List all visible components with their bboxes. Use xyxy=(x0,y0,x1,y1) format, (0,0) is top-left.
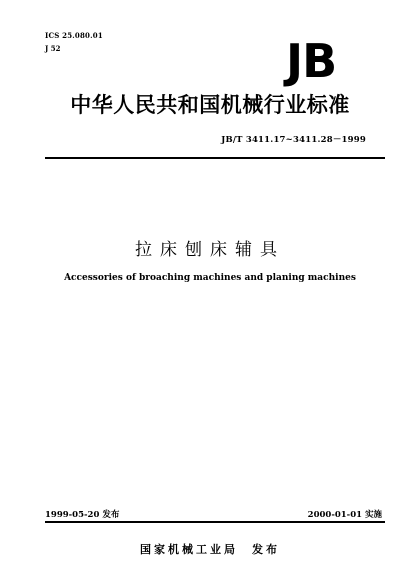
issuing-authority: 国家机械工业局 发布 xyxy=(140,543,280,556)
effective-date: 2000-01-01 实施 xyxy=(307,510,382,520)
document-title-chinese: 拉床刨床辅具 xyxy=(135,240,285,260)
ics-code: ICS 25.080.01 xyxy=(45,31,103,40)
document-title-english: Accessories of broaching machines and planing machines xyxy=(64,273,356,283)
organization-title: 中华人民共和国机械行业标准 xyxy=(70,93,350,117)
jb-logo: JB xyxy=(286,34,337,88)
standard-number: JB/T 3411.17~3411.28－1999 xyxy=(221,135,366,145)
bottom-divider xyxy=(45,521,385,523)
issue-date: 1999-05-20 发布 xyxy=(45,510,120,520)
classification-code: J 52 xyxy=(45,44,61,53)
top-divider xyxy=(45,157,385,159)
